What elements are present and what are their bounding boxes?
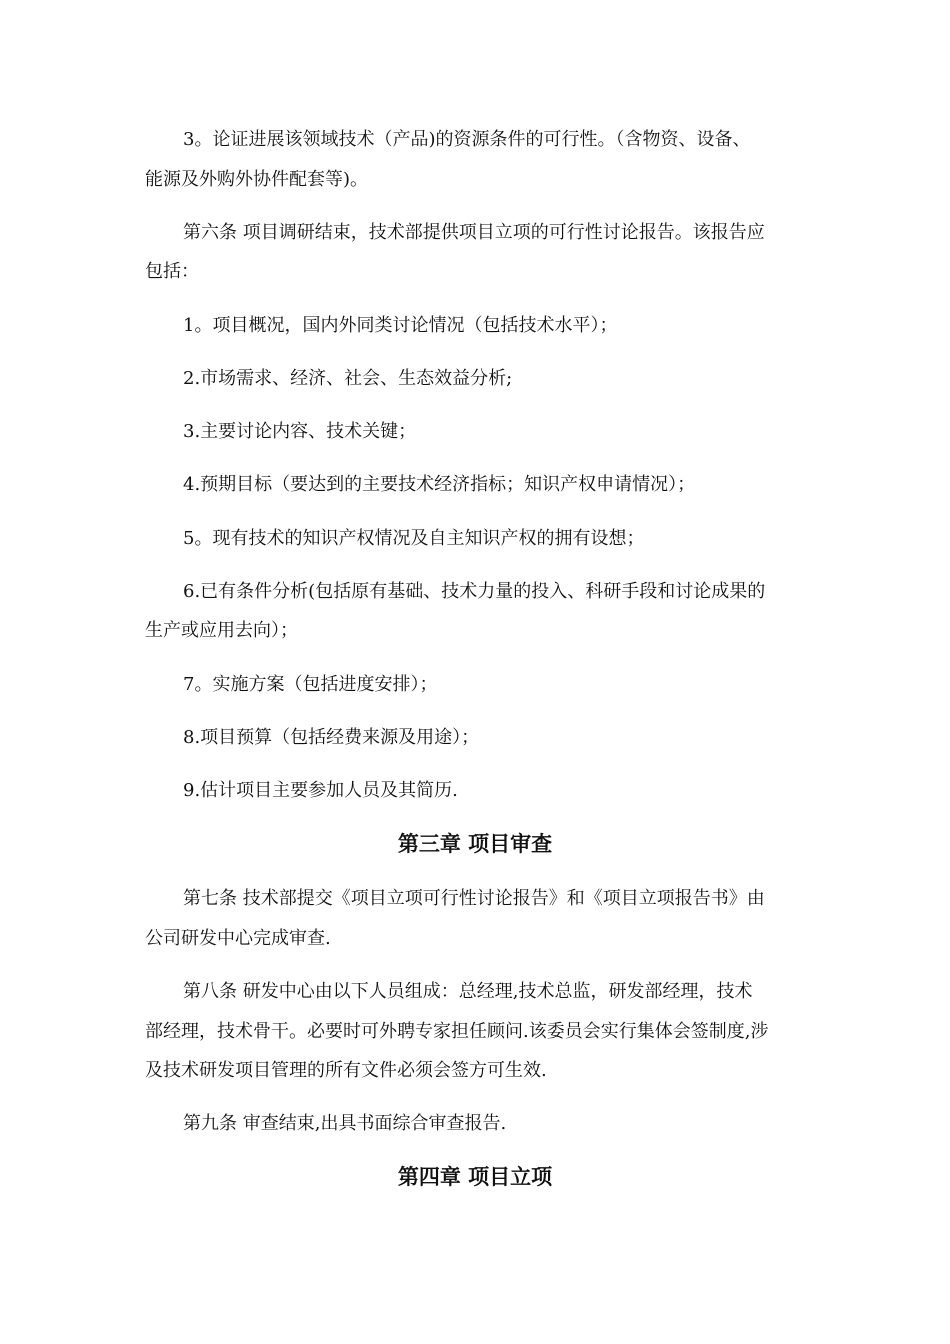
list-item: 7。实施方案（包括进度安排）； xyxy=(183,674,438,695)
article-9-line: 第九条 审查结束,出具书面综合审查报告. xyxy=(183,1113,507,1134)
chapter-heading: 第三章 项目审查 xyxy=(397,831,553,856)
list-item: 6.已有条件分析(包括原有基础、技术力量的投入、科研手段和讨论成果的 xyxy=(183,581,766,602)
list-item: 5。现有技术的知识产权情况及自主知识产权的拥有设想； xyxy=(183,528,645,549)
list-item: 4.预期目标（要达到的主要技术经济指标；知识产权申请情况）； xyxy=(183,474,696,495)
paragraph-line: 公司研发中心完成审查. xyxy=(145,928,331,949)
list-item-continuation: 生产或应用去向）； xyxy=(145,620,298,641)
paragraph-line: 及技术研发项目管理的所有文件必须会签方可生效. xyxy=(145,1060,547,1081)
article-7-line: 第七条 技术部提交《项目立项可行性讨论报告》和《项目立项报告书》由 xyxy=(183,888,765,909)
list-item: 3.主要讨论内容、技术关键； xyxy=(183,421,417,442)
paragraph-line: 部经理，技术骨干。必要时可外聘专家担任顾问.该委员会实行集体会签制度,涉 xyxy=(145,1021,769,1042)
paragraph-line: 3。论证进展该领域技术（产品)的资源条件的可行性。（含物资、设备、 xyxy=(183,129,751,150)
paragraph-line: 包括： xyxy=(145,261,199,282)
list-item: 2.市场需求、经济、社会、生态效益分析; xyxy=(183,368,513,389)
article-6-line: 第六条 项目调研结束，技术部提供项目立项的可行性讨论报告。该报告应 xyxy=(183,222,765,243)
list-item: 8.项目预算（包括经费来源及用途）； xyxy=(183,727,480,748)
chapter-heading: 第四章 项目立项 xyxy=(397,1164,553,1189)
list-item: 1。项目概况，国内外同类讨论情况（包括技术水平）； xyxy=(183,315,618,336)
article-8-line: 第八条 研发中心由以下人员组成：总经理,技术总监，研发部经理，技术 xyxy=(183,981,753,1002)
paragraph-line: 能源及外购外协件配套等)。 xyxy=(145,169,369,190)
list-item: 9.估计项目主要参加人员及其简历. xyxy=(183,780,458,801)
